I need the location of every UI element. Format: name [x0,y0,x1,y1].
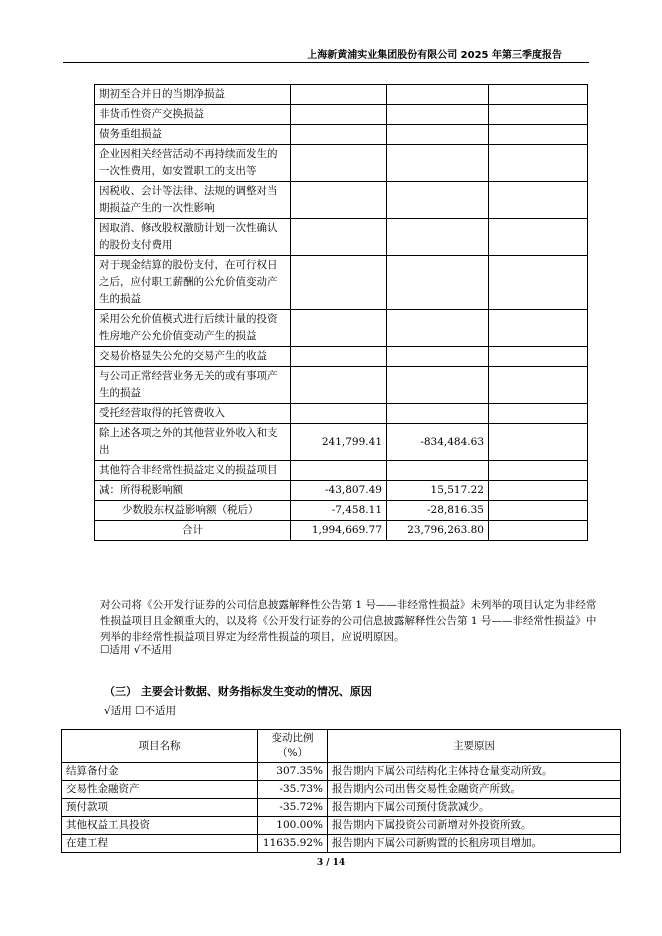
item-cell: 其他符合非经常性损益定义的损益项目 [95,461,291,481]
table-row [95,256,588,310]
current-period-cell [291,145,387,182]
table-row [95,145,588,182]
ytd-cell [387,105,489,125]
item-cell: 期初至合并日的当期净损益 [95,85,291,105]
ytd-cell [387,404,489,424]
ytd-cell [387,461,489,481]
reason-cell: 报告期内公司出售交易性金融资产所致。 [328,781,621,799]
table-row [62,835,621,853]
ytd-cell [387,182,489,219]
ytd-cell [387,85,489,105]
change-ratio-cell: 307.35% [258,763,328,781]
change-ratio-cell: 100.00% [258,817,328,835]
note-cell [489,501,588,521]
item-cell: 因取消、修改股权激励计划一次性确认的股份支付费用 [95,219,291,256]
table-row [95,219,588,256]
note-cell [489,481,588,501]
ytd-cell: -28,816.35 [387,501,489,521]
disclosure-paragraph: 对公司将《公开发行证券的公司信息披露解释性公告第 1 号——非经常性损益》未列举的项目认定为非经常性损益项目且金额重大的，以及将《公开发行证券的公司信息披露解释性公告第 1 号——非经常性损益》中列举的非经常性损益项目界定为经常性损益的项目，应说明原因。 [100,599,597,643]
item-cell: 非货币性资产交换损益 [95,105,291,125]
note-cell [489,521,588,541]
current-period-cell [291,256,387,310]
current-period-cell [291,461,387,481]
item-cell: 合计 [95,521,291,541]
current-period-cell [291,347,387,367]
ytd-cell [387,347,489,367]
item-name-cell: 其他权益工具投资 [62,817,258,835]
item-name-cell: 交易性金融资产 [62,781,258,799]
note-cell [489,105,588,125]
item-name-cell: 预付款项 [62,799,258,817]
table-row [95,105,588,125]
table-row-total [95,521,588,541]
reason-cell: 报告期内下属投资公司新增对外投资所致。 [328,817,621,835]
reason-cell: 报告期内下属公司新购置的长租房项目增加。 [328,835,621,853]
change-ratio-cell: -35.72% [258,799,328,817]
table-row [95,347,588,367]
table-row [62,817,621,835]
ytd-cell [387,145,489,182]
current-period-cell [291,404,387,424]
table-row [95,310,588,347]
ytd-cell: -834,484.63 [387,424,489,461]
note-cell [489,367,588,404]
table-row [95,501,588,521]
note-cell [489,182,588,219]
reason-cell: 报告期内下属公司结构化主体持仓量变动所致。 [328,763,621,781]
current-period-cell: 1,994,669.77 [291,521,387,541]
current-period-cell: -43,807.49 [291,481,387,501]
item-cell: 采用公允价值模式进行后续计量的投资性房地产公允价值变动产生的损益 [95,310,291,347]
non-recurring-items-table [94,84,588,541]
item-cell: 对于现金结算的股份支付，在可行权日之后，应付职工薪酬的公允价值变动产生的损益 [95,256,291,310]
page-header: 上海新黄浦实业集团股份有限公司 2025 年第三季度报告 [307,50,562,61]
ytd-cell [387,219,489,256]
change-ratio-cell: -35.73% [258,781,328,799]
header-item-name: 项目名称 [62,730,258,763]
note-cell [489,347,588,367]
table-row [95,125,588,145]
table-row [95,481,588,501]
table-row [95,424,588,461]
item-cell: 因税收、会计等法律、法规的调整对当期损益产生的一次性影响 [95,182,291,219]
table-row [95,367,588,404]
current-period-cell [291,182,387,219]
ytd-cell [387,125,489,145]
item-cell: 减：所得税影响额 [95,481,291,501]
note-cell [489,424,588,461]
note-cell [489,256,588,310]
item-cell: 除上述各项之外的其他营业外收入和支出 [95,424,291,461]
current-period-cell [291,105,387,125]
current-period-cell [291,310,387,347]
item-cell: 与公司正常经营业务无关的或有事项产生的损益 [95,367,291,404]
reason-cell: 报告期内下属公司预付货款减少。 [328,799,621,817]
note-cell [489,461,588,481]
note-cell [489,85,588,105]
current-period-cell: 241,799.41 [291,424,387,461]
note-cell [489,219,588,256]
table-row [95,182,588,219]
item-cell: 少数股东权益影响额（税后） [95,501,291,521]
table-row [62,799,621,817]
current-period-cell: -7,458.11 [291,501,387,521]
table-row [62,781,621,799]
item-cell: 交易价格显失公允的交易产生的收益 [95,347,291,367]
ytd-cell [387,310,489,347]
applicability-indicator: √适用 ☐不适用 [104,705,176,717]
table-row [95,404,588,424]
ytd-cell: 15,517.22 [387,481,489,501]
header-divider [63,62,589,63]
page-number: 3 / 14 [316,858,346,868]
section-title: （三） 主要会计数据、财务指标发生变动的情况、原因 [104,685,372,698]
item-cell: 企业因相关经营活动不再持续而发生的一次性费用，如安置职工的支出等 [95,145,291,182]
note-cell [489,404,588,424]
ytd-cell [387,256,489,310]
header-change-ratio: 变动比例（%） [258,730,328,763]
table-header-row [62,730,621,763]
current-period-cell [291,125,387,145]
table-row [62,763,621,781]
ytd-cell: 23,796,263.80 [387,521,489,541]
current-period-cell [291,367,387,404]
current-period-cell [291,85,387,105]
note-cell [489,310,588,347]
applicability-indicator: ☐适用 √不适用 [100,644,172,656]
item-cell: 受托经营取得的托管费收入 [95,404,291,424]
item-name-cell: 结算备付金 [62,763,258,781]
ytd-cell [387,367,489,404]
note-cell [489,145,588,182]
change-ratio-cell: 11635.92% [258,835,328,853]
note-cell [489,125,588,145]
table-row [95,85,588,105]
table-row [95,461,588,481]
item-name-cell: 在建工程 [62,835,258,853]
current-period-cell [291,219,387,256]
item-cell: 债务重组损益 [95,125,291,145]
header-main-reason: 主要原因 [328,730,621,763]
change-analysis-table [61,729,621,853]
